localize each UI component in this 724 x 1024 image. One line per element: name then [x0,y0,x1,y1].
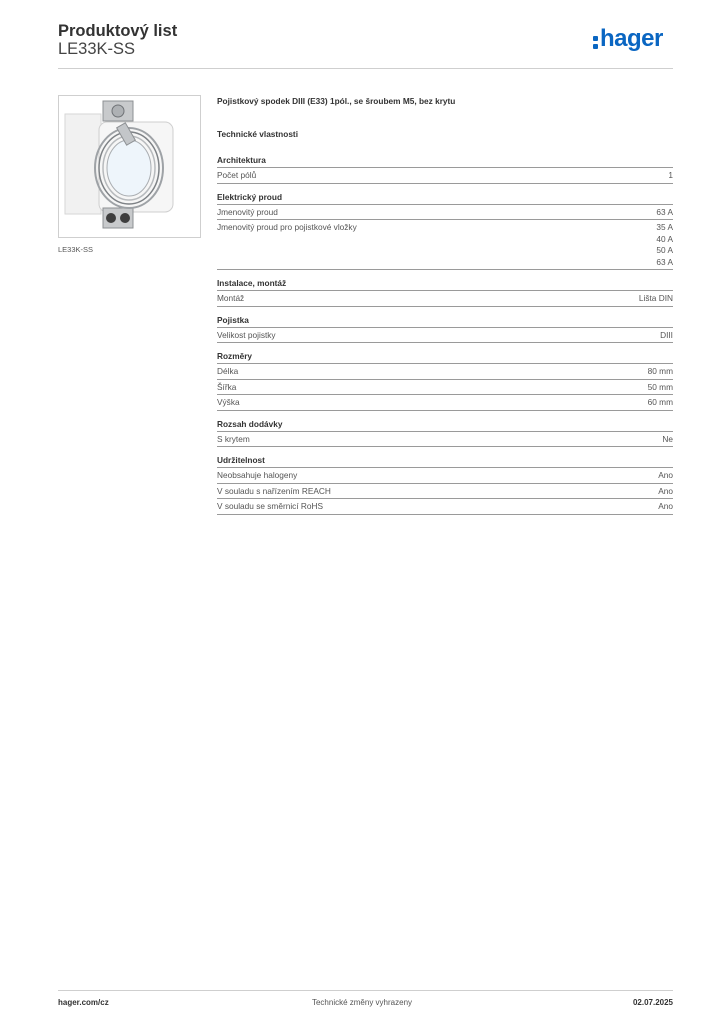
spec-row [217,205,673,221]
spec-label: Neobsahuje halogeny [217,470,298,480]
logo-dot-icon [593,36,598,41]
tech-properties-heading: Technické vlastnosti [217,129,298,139]
spec-value-line: DIII [660,329,673,340]
footer-website: hager.com/cz [58,998,109,1007]
section-title: Udržitelnost [217,455,673,468]
spec-row [217,291,673,307]
spec-label: S krytem [217,433,250,444]
spec-label: Jmenovitý proud pro pojistkové vložky [217,222,357,232]
spec-label: Délka [217,366,239,376]
spec-row [217,395,673,411]
spec-value [656,207,673,219]
spec-section [217,455,673,515]
fuse-base-icon [59,96,200,237]
spec-value-line: Lišta DIN [638,293,673,303]
product-image [58,95,201,238]
spec-row [217,380,673,396]
spec-value-line: 50 A [656,245,673,255]
section-title: Rozměry [217,351,673,364]
spec-value-line: 80 mm [647,366,673,376]
footer-notice: Technické změny vyhrazeny [311,998,413,1007]
spec-value-line: 1 [668,170,673,180]
spec-value [648,397,673,409]
footer-divider [58,990,673,991]
spec-label: Jmenovitý proud [217,206,278,217]
spec-label: Výška [217,397,240,407]
spec-section [217,192,673,271]
spec-section [217,419,673,448]
spec-row [217,364,673,380]
spec-value [648,366,673,378]
spec-label: V souladu se směrnicí RoHS [217,501,324,511]
product-description: Pojistkový spodek DIII (E33) 1pól., se šroubem M5, bez krytu [217,96,456,106]
spec-value [658,470,673,482]
spec-section [217,155,673,184]
spec-value [639,293,673,305]
spec-value [660,330,673,342]
spec-row [217,468,673,484]
image-caption: LE33K-SS [58,245,94,254]
section-title: Elektrický proud [217,192,673,205]
spec-value [656,222,673,268]
spec-label: Šířka [217,381,237,392]
spec-sections [217,155,673,515]
logo-text: hager [600,25,663,52]
spec-section [217,315,673,344]
section-title: Architektura [217,155,673,168]
product-code: LE33K-SS [58,40,136,58]
spec-value-line: 35 A [656,222,673,232]
footer-date: 02.07.2025 [632,998,673,1007]
section-title: Pojistka [217,315,673,328]
spec-label: Montáž [217,293,245,303]
spec-row [217,484,673,500]
spec-label: Velikost pojistky [217,329,276,340]
spec-value-line: 63 A [656,256,673,267]
spec-row [217,432,673,448]
hager-logo [593,27,673,57]
spec-value-line: 50 mm [647,381,673,392]
logo-dot-icon [593,44,598,49]
spec-label: V souladu s nařízením REACH [217,485,331,496]
page-title: Produktový list [58,22,178,40]
section-title: Instalace, montáž [217,278,673,291]
spec-value-line: 60 mm [647,397,673,407]
spec-section [217,351,673,411]
section-title: Rozsah dodávky [217,419,673,432]
spec-value-line: Ano [658,470,673,480]
spec-value-line: Ne [662,433,673,444]
spec-value [658,486,673,498]
page-header [58,22,673,68]
spec-value [648,382,673,394]
spec-value-line: 40 A [656,233,673,244]
spec-value-line: Ano [658,485,673,496]
spec-value [658,501,673,513]
spec-row [217,328,673,344]
spec-value [668,170,673,182]
spec-label: Počet pólů [217,170,257,180]
spec-row [217,220,673,270]
spec-value-line: Ano [658,501,673,511]
spec-row [217,499,673,515]
product-details [217,96,673,523]
spec-value-line: 63 A [656,206,673,217]
spec-section [217,278,673,307]
spec-value [662,434,673,446]
header-divider [58,68,673,69]
spec-row [217,168,673,184]
